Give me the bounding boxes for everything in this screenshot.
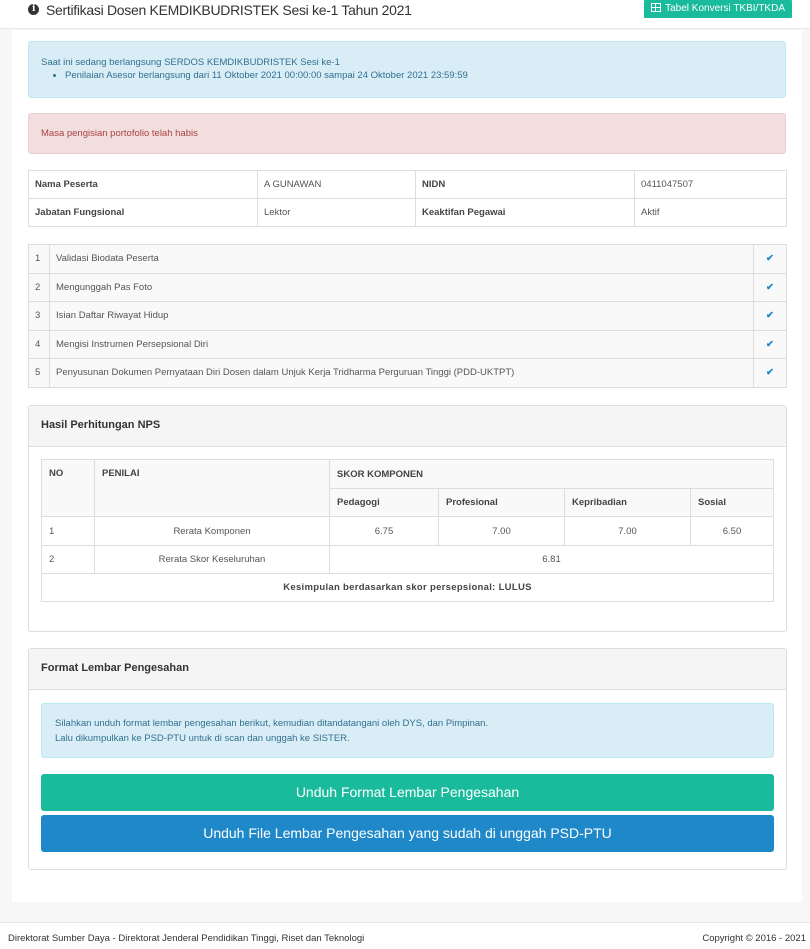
top-bar xyxy=(0,0,810,29)
col-sosial-header: Sosial xyxy=(691,489,774,517)
table-row xyxy=(29,199,787,227)
check-icon: ✔ xyxy=(754,245,787,274)
sosial-value: 6.50 xyxy=(691,517,774,546)
pengesahan-info-line1: Silahkan unduh format lembar pengesahan berikut, kemudian ditandatangani oleh DYS, dan Pimpinan. xyxy=(55,718,489,729)
step-number: 1 xyxy=(29,245,50,274)
tabel-konversi-label: Tabel Konversi TKBI/TKDA xyxy=(665,3,785,14)
table-row xyxy=(29,171,787,199)
kesimpulan-text: Kesimpulan berdasarkan skor persepsional: LULUS xyxy=(42,574,774,602)
step-number: 4 xyxy=(29,330,50,359)
row-penilai: Rerata Skor Keseluruhan xyxy=(95,546,330,574)
peserta-table xyxy=(28,170,787,227)
nama-value: A GUNAWAN xyxy=(258,171,416,199)
footer xyxy=(0,922,810,949)
nidn-label: NIDN xyxy=(416,171,635,199)
keaktifan-label: Keaktifan Pegawai xyxy=(416,199,635,227)
overall-score-value: 6.81 xyxy=(330,546,774,574)
check-icon: ✔ xyxy=(754,330,787,359)
row-no: 2 xyxy=(42,546,95,574)
info-icon: i xyxy=(28,4,39,15)
table-header-row xyxy=(42,460,774,489)
nps-panel-header xyxy=(29,406,786,447)
progress-steps-table xyxy=(28,244,787,388)
pengesahan-info-line2: Lalu dikumpulkan ke PSD-PTU untuk di scan dan unggah ke SISTER. xyxy=(55,733,350,744)
col-profesional-header: Profesional xyxy=(439,489,565,517)
col-kepribadian-header: Kepribadian xyxy=(565,489,691,517)
step-row xyxy=(29,273,787,302)
jabatan-label: Jabatan Fungsional xyxy=(29,199,258,227)
step-label: Validasi Biodata Peserta xyxy=(50,245,754,274)
pengesahan-panel-title: Format Lembar Pengesahan xyxy=(41,662,189,674)
unduh-format-button[interactable]: Unduh Format Lembar Pengesahan xyxy=(41,774,774,811)
unduh-file-button[interactable]: Unduh File Lembar Pengesahan yang sudah di unggah PSD-PTU xyxy=(41,815,774,852)
page-title-text: Sertifikasi Dosen KEMDIKBUDRISTEK Sesi ke-1 Tahun 2021 xyxy=(46,2,412,18)
col-penilai-header: PENILAI xyxy=(95,460,330,517)
row-penilai: Rerata Komponen xyxy=(95,517,330,546)
pengesahan-panel xyxy=(28,648,787,870)
step-number: 3 xyxy=(29,302,50,331)
row-no: 1 xyxy=(42,517,95,546)
check-icon: ✔ xyxy=(754,359,787,388)
table-row xyxy=(42,546,774,574)
step-label: Penyusunan Dokumen Pernyataan Diri Dosen dalam Unjuk Kerja Tridharma Perguruan Tinggi (PDD-UKTPT) xyxy=(50,359,754,388)
jabatan-value: Lektor xyxy=(258,199,416,227)
step-label: Mengisi Instrumen Persepsional Diri xyxy=(50,330,754,359)
nama-label: Nama Peserta xyxy=(29,171,258,199)
pengesahan-panel-header xyxy=(29,649,786,690)
info-alert-line: Saat ini sedang berlangsung SERDOS KEMDIKBUDRISTEK Sesi ke-1 xyxy=(41,57,340,68)
step-label: Mengunggah Pas Foto xyxy=(50,273,754,302)
col-skor-header: SKOR KOMPONEN xyxy=(330,460,774,489)
step-row xyxy=(29,330,787,359)
nps-table xyxy=(41,459,774,602)
col-pedagogi-header: Pedagogi xyxy=(330,489,439,517)
step-number: 2 xyxy=(29,273,50,302)
nps-panel-title: Hasil Perhitungan NPS xyxy=(41,419,161,431)
kepribadian-value: 7.00 xyxy=(565,517,691,546)
check-icon: ✔ xyxy=(754,302,787,331)
info-alert xyxy=(28,41,786,98)
step-row xyxy=(29,359,787,388)
col-no-header: NO xyxy=(42,460,95,517)
info-alert-list xyxy=(41,70,468,81)
main-card xyxy=(12,30,802,902)
footer-copyright: Copyright © 2016 - 2021 xyxy=(702,933,806,944)
page-title xyxy=(28,1,412,19)
step-number: 5 xyxy=(29,359,50,388)
step-row xyxy=(29,302,787,331)
danger-alert-text: Masa pengisian portofolio telah habis xyxy=(41,128,198,139)
table-icon xyxy=(651,3,661,12)
step-label: Isian Daftar Riwayat Hidup xyxy=(50,302,754,331)
nps-panel xyxy=(28,405,787,632)
tabel-konversi-button[interactable] xyxy=(644,0,792,18)
pengesahan-info-alert xyxy=(41,703,774,758)
table-row xyxy=(42,574,774,602)
check-icon: ✔ xyxy=(754,273,787,302)
info-alert-bullet: • Penilaian Asesor berlangsung dari 11 Oktober 2021 00:00:00 sampai 24 Oktober 2021 23:59:59 xyxy=(65,70,468,81)
table-row xyxy=(42,517,774,546)
nidn-value: 0411047507 xyxy=(635,171,787,199)
profesional-value: 7.00 xyxy=(439,517,565,546)
danger-alert xyxy=(28,113,786,154)
footer-left-text: Direktorat Sumber Daya - Direktorat Jenderal Pendidikan Tinggi, Riset dan Teknologi xyxy=(8,933,365,944)
keaktifan-value: Aktif xyxy=(635,199,787,227)
step-row xyxy=(29,245,787,274)
pedagogi-value: 6.75 xyxy=(330,517,439,546)
